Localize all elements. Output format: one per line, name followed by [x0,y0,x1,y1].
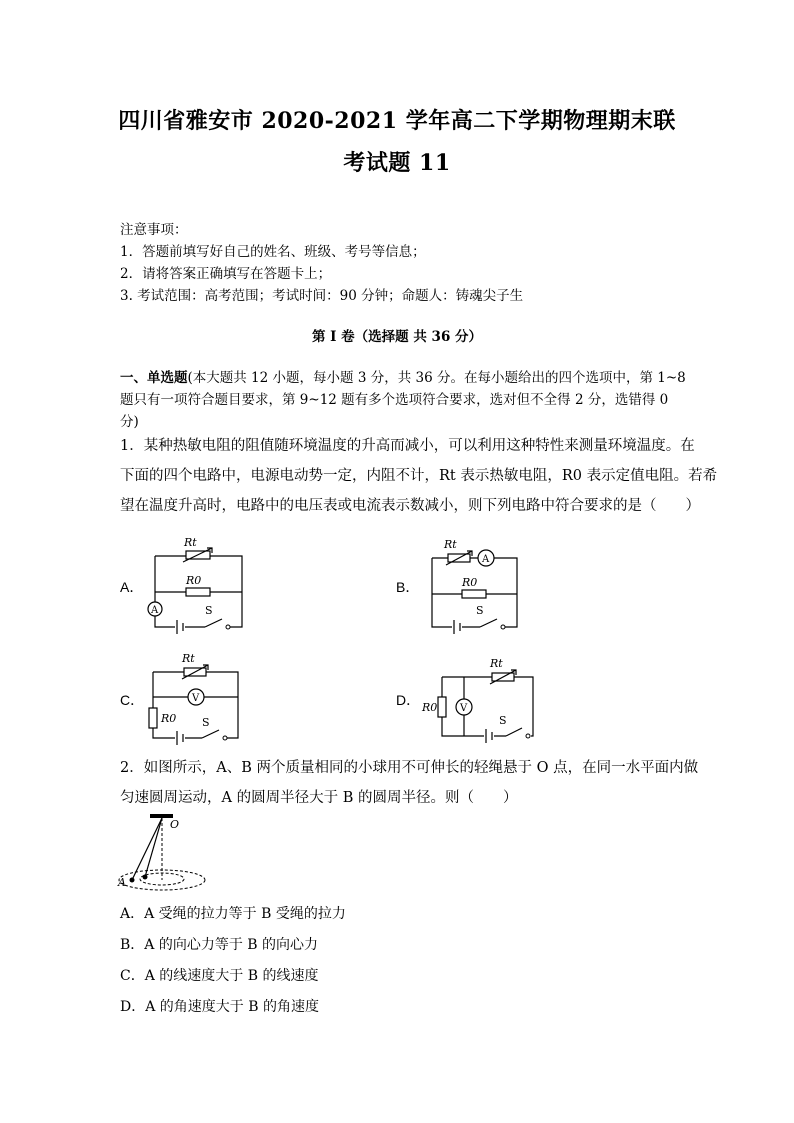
document-title-line2: 考试题 11 [343,150,451,176]
r0-label: R0 [462,576,478,589]
ammeter-label: A [151,605,159,616]
q2-option-a: A．A 受绳的拉力等于 B 受绳的拉力 [120,906,346,922]
q2-option-c: C．A 的线速度大于 B 的线速度 [120,968,319,984]
voltmeter-label: V [460,703,468,714]
document-title-line1: 四川省雅安市 2020-2021 学年高二下学期物理期末联 [118,108,676,134]
switch-label: S [499,714,507,727]
q1-option-b-label: B． [396,579,420,595]
q1-option-c-label: C． [120,692,145,708]
section1-line: 分) [120,414,139,430]
q1-stem-line: 下面的四个电路中，电源电动势一定，内阻不计，Rt 表示热敏电阻，R0 表示定值电阻。若希 [120,468,718,484]
part1-heading: 第 I 卷（选择题 共 36 分） [311,329,483,345]
switch-label: S [202,716,210,729]
r0-label: R0 [422,701,438,714]
rt-label: Rt [182,652,195,665]
switch-label: S [476,604,484,617]
rt-label: Rt [184,536,197,549]
switch-label: S [205,604,213,617]
ammeter-label: A [482,554,490,565]
q1-stem-line: 望在温度升高时，电路中的电压表或电流表示数减小，则下列电路中符合要求的是（ ） [120,498,700,514]
rt-label: Rt [444,538,457,551]
r0-label: R0 [161,712,177,725]
section1-line: 题只有一项符合题目要求，第 9~12 题有多个选项符合要求，选对但不全得 2 分，选错得 0 [120,392,669,408]
q2-stem-line: 2．如图所示，A、B 两个质量相同的小球用不可伸长的轻绳悬于 O 点，在同一水平面内做 [120,760,699,776]
q1-option-a-label: A． [120,579,144,595]
q1-option-d-label: D． [396,692,421,708]
point-o-label: O [170,818,180,831]
voltmeter-label: V [192,693,200,704]
notes-heading: 注意事项： [120,222,188,238]
q2-option-d: D．A 的角速度大于 B 的角速度 [120,999,319,1015]
r0-label: R0 [186,574,202,587]
notes-item: 3. 考试范围：高考范围；考试时间：90 分钟；命题人：铸魂尖子生 [120,288,524,304]
section1-label: 一、单选题 [120,370,188,386]
q1-stem-line: 1．某种热敏电阻的阻值随环境温度的升高而减小，可以利用这种特性来测量环境温度。在 [120,438,695,454]
section1-text: (本大题共 12 小题，每小题 3 分，共 36 分。在每小题给出的四个选项中，第 1~8 [187,370,686,386]
notes-item: 1．答题前填写好自己的姓名、班级、考号等信息； [120,244,426,260]
q2-option-b: B．A 的向心力等于 B 的向心力 [120,937,319,953]
rt-label: Rt [490,657,503,670]
q2-stem-line: 匀速圆周运动，A 的圆周半径大于 B 的圆周半径。则（ ） [120,790,518,806]
ball-a-label: A [118,876,126,889]
notes-item: 2．请将答案正确填写在答题卡上； [120,266,332,282]
